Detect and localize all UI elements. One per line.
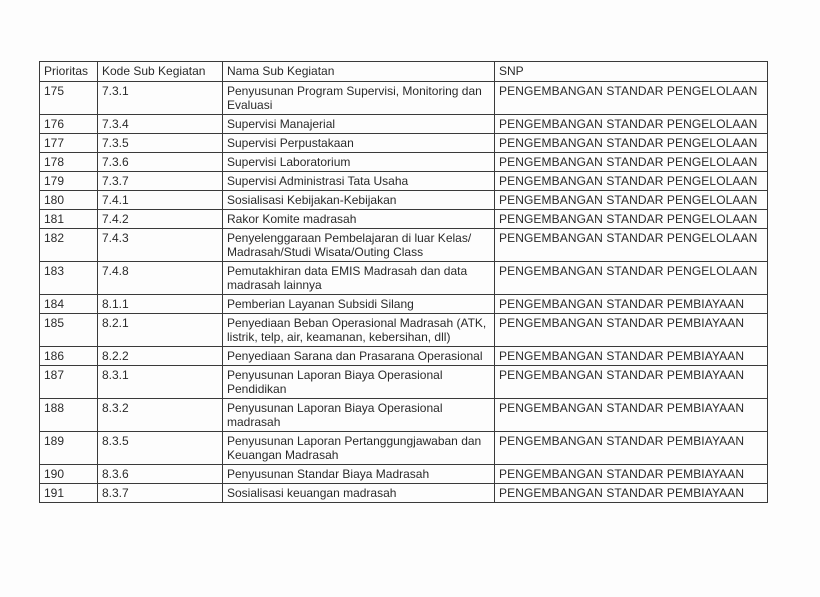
- prioritas-cell: 191: [40, 484, 98, 503]
- prioritas-cell: 179: [40, 172, 98, 191]
- sub-kegiatan-table: [39, 61, 768, 503]
- snp-cell: PENGEMBANGAN STANDAR PENGELOLAAN: [495, 229, 768, 262]
- header-row: [40, 62, 768, 82]
- snp-cell: PENGEMBANGAN STANDAR PEMBIAYAAN: [495, 347, 768, 366]
- nama-cell: Penyusunan Program Supervisi, Monitoring dan Evaluasi: [223, 82, 495, 115]
- snp-cell: PENGEMBANGAN STANDAR PENGELOLAAN: [495, 82, 768, 115]
- table-row: [40, 484, 768, 503]
- snp-cell: PENGEMBANGAN STANDAR PEMBIAYAAN: [495, 314, 768, 347]
- kode-cell: 8.3.6: [98, 465, 223, 484]
- nama-cell: Supervisi Perpustakaan: [223, 134, 495, 153]
- nama-cell: Penyusunan Laporan Biaya Operasional Pendidikan: [223, 366, 495, 399]
- snp-cell: PENGEMBANGAN STANDAR PENGELOLAAN: [495, 210, 768, 229]
- table-row: [40, 262, 768, 295]
- snp-cell: PENGEMBANGAN STANDAR PEMBIAYAAN: [495, 295, 768, 314]
- table-row: [40, 191, 768, 210]
- snp-cell: PENGEMBANGAN STANDAR PENGELOLAAN: [495, 115, 768, 134]
- prioritas-cell: 186: [40, 347, 98, 366]
- prioritas-cell: 184: [40, 295, 98, 314]
- nama-cell: Supervisi Manajerial: [223, 115, 495, 134]
- nama-cell: Penyediaan Sarana dan Prasarana Operasional: [223, 347, 495, 366]
- nama-cell: Penyelenggaraan Pembelajaran di luar Kelas/ Madrasah/Studi Wisata/Outing Class: [223, 229, 495, 262]
- table-row: [40, 210, 768, 229]
- snp-cell: PENGEMBANGAN STANDAR PEMBIAYAAN: [495, 484, 768, 503]
- header-nama-sub-kegiatan: Nama Sub Kegiatan: [223, 62, 495, 82]
- prioritas-cell: 181: [40, 210, 98, 229]
- prioritas-cell: 187: [40, 366, 98, 399]
- kode-cell: 8.3.7: [98, 484, 223, 503]
- kode-cell: 8.2.2: [98, 347, 223, 366]
- kode-cell: 7.4.3: [98, 229, 223, 262]
- nama-cell: Penyusunan Laporan Pertanggungjawaban dan Keuangan Madrasah: [223, 432, 495, 465]
- table-row: [40, 295, 768, 314]
- table-row: [40, 115, 768, 134]
- kode-cell: 8.2.1: [98, 314, 223, 347]
- table-row: [40, 465, 768, 484]
- table-row: [40, 229, 768, 262]
- header-snp: SNP: [495, 62, 768, 82]
- table-row: [40, 172, 768, 191]
- snp-cell: PENGEMBANGAN STANDAR PENGELOLAAN: [495, 172, 768, 191]
- kode-cell: 7.4.2: [98, 210, 223, 229]
- snp-cell: PENGEMBANGAN STANDAR PENGELOLAAN: [495, 153, 768, 172]
- table-row: [40, 134, 768, 153]
- table-row: [40, 432, 768, 465]
- nama-cell: Penyusunan Standar Biaya Madrasah: [223, 465, 495, 484]
- table-row: [40, 399, 768, 432]
- nama-cell: Supervisi Laboratorium: [223, 153, 495, 172]
- kode-cell: 7.3.4: [98, 115, 223, 134]
- nama-cell: Sosialisasi Kebijakan-Kebijakan: [223, 191, 495, 210]
- nama-cell: Penyusunan Laporan Biaya Operasional madrasah: [223, 399, 495, 432]
- nama-cell: Pemutakhiran data EMIS Madrasah dan data madrasah lainnya: [223, 262, 495, 295]
- snp-cell: PENGEMBANGAN STANDAR PEMBIAYAAN: [495, 432, 768, 465]
- kode-cell: 7.3.6: [98, 153, 223, 172]
- table-row: [40, 82, 768, 115]
- kode-cell: 7.3.1: [98, 82, 223, 115]
- kode-cell: 8.3.5: [98, 432, 223, 465]
- header-prioritas: Prioritas: [40, 62, 98, 82]
- snp-cell: PENGEMBANGAN STANDAR PENGELOLAAN: [495, 134, 768, 153]
- prioritas-cell: 175: [40, 82, 98, 115]
- kode-cell: 8.3.1: [98, 366, 223, 399]
- snp-cell: PENGEMBANGAN STANDAR PENGELOLAAN: [495, 191, 768, 210]
- snp-cell: PENGEMBANGAN STANDAR PENGELOLAAN: [495, 262, 768, 295]
- nama-cell: Pemberian Layanan Subsidi Silang: [223, 295, 495, 314]
- prioritas-cell: 177: [40, 134, 98, 153]
- nama-cell: Sosialisasi keuangan madrasah: [223, 484, 495, 503]
- nama-cell: Rakor Komite madrasah: [223, 210, 495, 229]
- table-row: [40, 347, 768, 366]
- table-body: [40, 82, 768, 503]
- prioritas-cell: 176: [40, 115, 98, 134]
- nama-cell: Supervisi Administrasi Tata Usaha: [223, 172, 495, 191]
- table-row: [40, 314, 768, 347]
- table-row: [40, 366, 768, 399]
- kode-cell: 7.4.8: [98, 262, 223, 295]
- snp-cell: PENGEMBANGAN STANDAR PEMBIAYAAN: [495, 399, 768, 432]
- kode-cell: 7.3.5: [98, 134, 223, 153]
- prioritas-cell: 182: [40, 229, 98, 262]
- prioritas-cell: 189: [40, 432, 98, 465]
- kode-cell: 8.3.2: [98, 399, 223, 432]
- table-row: [40, 153, 768, 172]
- kode-cell: 7.4.1: [98, 191, 223, 210]
- prioritas-cell: 178: [40, 153, 98, 172]
- prioritas-cell: 180: [40, 191, 98, 210]
- prioritas-cell: 188: [40, 399, 98, 432]
- nama-cell: Penyediaan Beban Operasional Madrasah (ATK, listrik, telp, air, keamanan, kebersihan, dll): [223, 314, 495, 347]
- kode-cell: 7.3.7: [98, 172, 223, 191]
- prioritas-cell: 190: [40, 465, 98, 484]
- header-kode-sub-kegiatan: Kode Sub Kegiatan: [98, 62, 223, 82]
- prioritas-cell: 185: [40, 314, 98, 347]
- prioritas-cell: 183: [40, 262, 98, 295]
- kode-cell: 8.1.1: [98, 295, 223, 314]
- snp-cell: PENGEMBANGAN STANDAR PEMBIAYAAN: [495, 366, 768, 399]
- table-header: [40, 62, 768, 82]
- snp-cell: PENGEMBANGAN STANDAR PEMBIAYAAN: [495, 465, 768, 484]
